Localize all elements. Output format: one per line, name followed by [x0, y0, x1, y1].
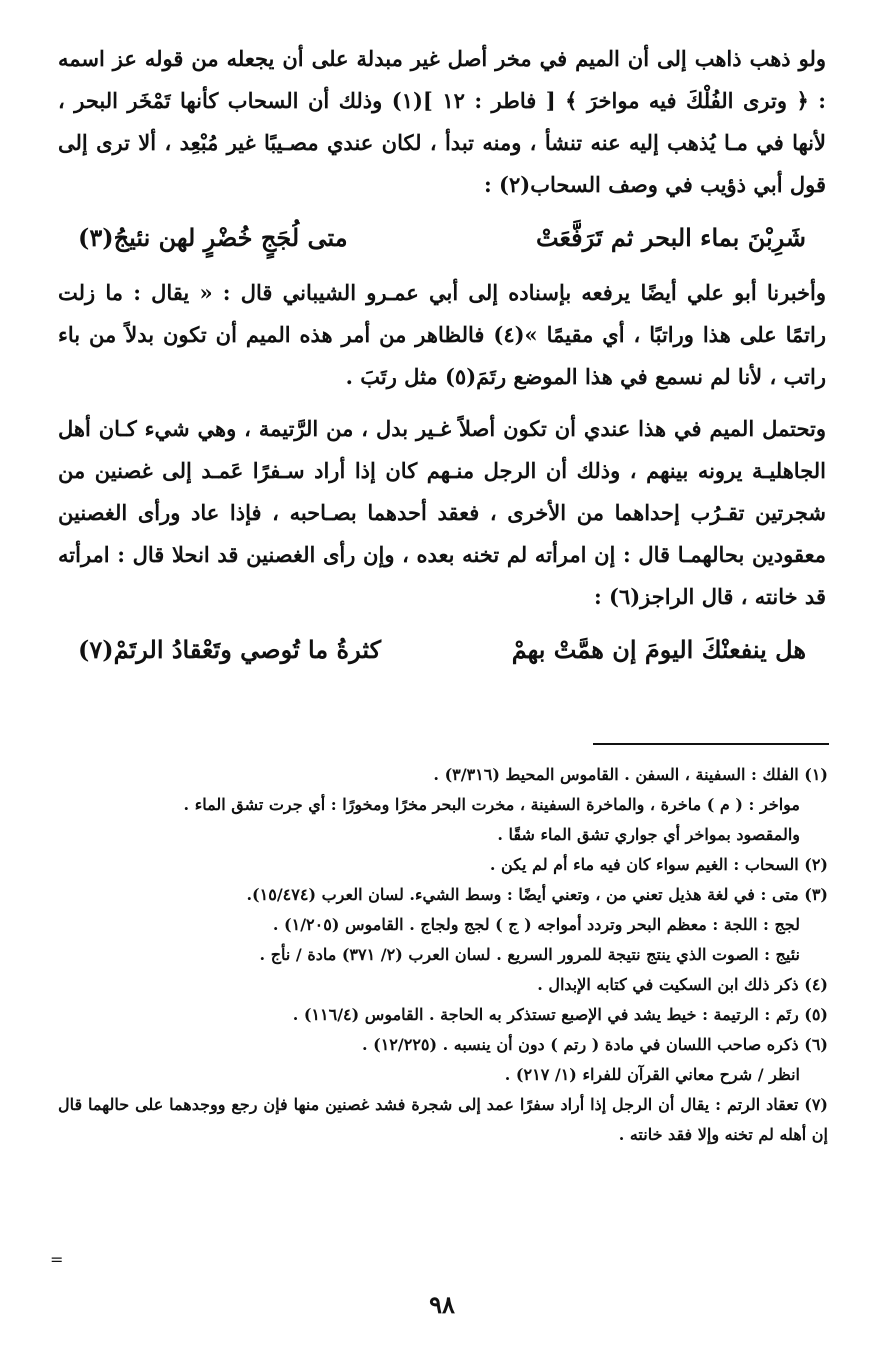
- footnote-6-continuation: انظر / شرح معاني القرآن للفراء (١/ ٢١٧) .: [504, 1065, 800, 1084]
- footnote-1-continuation: والمقصود بمواخر أي جواري تشق الماء شقًا .: [497, 825, 800, 844]
- paragraph-1: ولو ذهب ذاهب إلى أن الميم في مخر أصل غير مبدلة على أن يجعله من قوله عز اسمه : ﴿ وترى الفُلْكَ فيه مواخرَ ﴾ [ فاطر : ١٢ ](١) وذلك أن السحاب كأنها تَمْخَر البحر ، لأنها في مـا يُذهب إليه عنه تنشأ ، ومنه تبدأ ، لكان عندي مصـيبًا غير مُبْعِد ، ألا ترى إلى قول أبي ذؤيب في وصف السحاب(٢) :: [58, 46, 826, 197]
- verse-1-first-hemistich: شَرِبْنَ بماء البحر ثم تَرَفَّعَتْ: [535, 223, 806, 252]
- footnote-1-continuation: مواخر : ( م ) ماخرة ، والماخرة السفينة ، مخرت البحر مخرًا ومخورًا : أي جرت تشق الماء .: [183, 795, 800, 814]
- verse-1-second-hemistich: متى لُجَجٍ خُضْرٍ لهن نئيجُ(٣): [78, 223, 348, 252]
- footnotes: [58, 760, 828, 1150]
- footnote-3: (٣) متى : في لغة هذيل تعني من ، وتعني أيضًا : وسط الشيء. لسان العرب (١٥/٤٧٤).: [246, 885, 828, 904]
- footnote-2: (٢) السحاب : الغيم سواء كان فيه ماء أم لم يكن .: [489, 855, 828, 874]
- footnote-3-continuation: نئيج : الصوت الذي ينتج نتيجة للمرور السريع . لسان العرب (٢/ ٣٧١) مادة / نأج .: [259, 945, 800, 964]
- footnote-6: (٦) ذكره صاحب اللسان في مادة ( رتم ) دون أن ينسبه . (١٢/٢٢٥) .: [361, 1035, 828, 1054]
- main-text: [58, 38, 826, 684]
- paragraph-2: وأخبرنا أبو علي أيضًا يرفعه بإسناده إلى أبي عمـرو الشيباني قال : « يقال : ما زلت راتمًا على هذا وراتبًا ، أي مقيمًا »(٤) فالظاهر من أمر هذه الميم أن تكون بدلاً من باء راتب ، لأنا لم نسمع في هذا الموضع رتَمَ(٥) مثل رتَبَ .: [58, 280, 826, 389]
- verse-2-second-hemistich: كثرةُ ما تُوصي وتَعْقادُ الرتَمْ(٧): [78, 635, 382, 664]
- margin-mark: =: [50, 1250, 64, 1269]
- page-number: ٩٨: [429, 1290, 455, 1319]
- paragraph-3: وتحتمل الميم في هذا عندي أن تكون أصلاً غـير بدل ، من الرَّتيمة ، وهي شيء كـان أهل الجاهليـة يرونه بينهم ، وذلك أن الرجل منـهم كان إذا أراد سـفرًا عَمـد إلى غصنين من شجرتين تقـرُب إحداهما من الأخرى ، فعقد أحدهما بصـاحبه ، فإذا عاد ورأى الغصنين معقودين بحالهمـا قال : إن امرأته لم تخنه بعده ، وإن رأى الغصنين قد انحلا قال : امرأته قد خانته ، قال الراجز(٦) :: [58, 416, 826, 609]
- verse-2: [78, 626, 806, 674]
- footnote-4: (٤) ذكر ذلك ابن السكيت في كتابه الإبدال .: [537, 975, 828, 994]
- verse-2-first-hemistich: هل ينفعنْكَ اليومَ إن همَّتْ بهمْ: [511, 635, 806, 664]
- footnote-separator: [593, 743, 829, 745]
- footnote-5: (٥) رتَم : الرتيمة : خيط يشد في الإصبع تستذكر به الحاجة . القاموس (١١٦/٤) .: [292, 1005, 828, 1024]
- footnote-7: (٧) تعقاد الرتم : يقال أن الرجل إذا أراد سفرًا عمد إلى شجرة فشد غصنين منها فإن رجع ووجدهما على حالهما قال إن أهله لم تخنه وإلا فقد خانته .: [58, 1095, 828, 1144]
- footnote-1: (١) الفلك : السفينة ، السفن . القاموس المحيط (٣/٣١٦) .: [433, 765, 828, 784]
- verse-1: [78, 214, 806, 262]
- footnote-3-continuation: لجج : اللجة : معظم البحر وتردد أمواجه ( ج ) لجج ولجاج . القاموس (١/٢٠٥) .: [272, 915, 800, 934]
